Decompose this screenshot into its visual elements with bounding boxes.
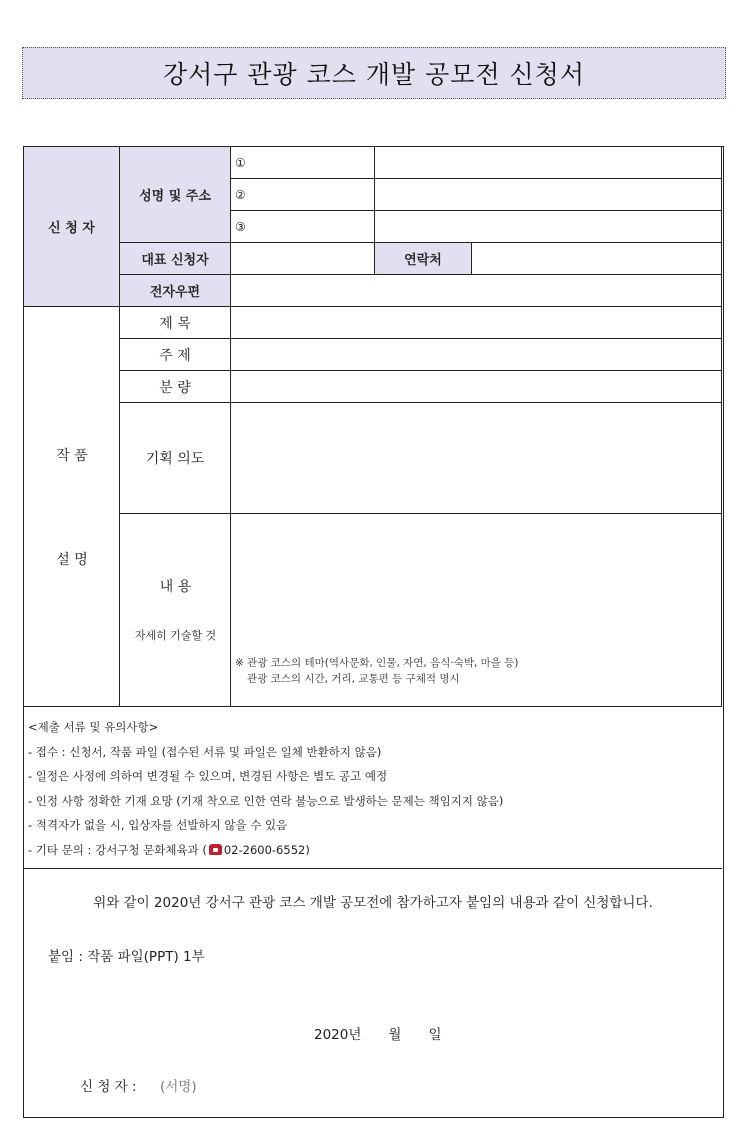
note-contact: - 기타 문의 : 강서구청 문화체육과 ( 02-2600-6552) xyxy=(28,842,310,857)
email-field[interactable] xyxy=(231,275,722,307)
notes-header: <제출 서류 및 유의사항> xyxy=(28,720,159,734)
content-note-1: ※ 관광 코스의 테마(역사문화, 인물, 자연, 음식·숙박, 마을 등) xyxy=(235,657,519,669)
title-field[interactable] xyxy=(231,307,722,339)
email-label: 전자우편 xyxy=(120,275,231,307)
date-line: 2020년 월 일 xyxy=(314,1027,442,1043)
applicant-row-1-field[interactable] xyxy=(375,147,722,179)
content-note-2: 관광 코스의 시간, 거리, 교통편 등 구체적 명시 xyxy=(247,673,460,685)
note-item: - 적격자가 없을 시, 입상자를 선발하지 않을 수 있음 xyxy=(28,818,288,832)
work-section-label: 작 품 설 명 xyxy=(24,307,120,707)
applicant-row-2-field[interactable] xyxy=(375,179,722,211)
intent-label: 기획 의도 xyxy=(120,403,231,514)
applicant-row-3-label: ③ xyxy=(231,211,375,243)
applicant-row-2-label: ② xyxy=(231,179,375,211)
applicant-row-3-field[interactable] xyxy=(375,211,722,243)
representative-label: 대표 신청자 xyxy=(120,243,231,275)
declaration-statement: 위와 같이 2020년 강서구 관광 코스 개발 공모전에 참가하고자 붙임의 내용과 같이 신청합니다. xyxy=(93,895,653,911)
contact-label: 연락처 xyxy=(375,243,472,275)
telephone-icon xyxy=(209,844,222,855)
signature-field[interactable]: (서명) xyxy=(160,1079,197,1095)
contact-field[interactable] xyxy=(472,243,722,275)
signer-label: 신 청 자 : xyxy=(80,1079,137,1095)
application-form xyxy=(23,146,724,1118)
form-title: 강서구 관광 코스 개발 공모전 신청서 xyxy=(22,47,726,99)
content-field[interactable] xyxy=(231,514,722,707)
note-item: - 일정은 사정에 의하여 변경될 수 있으며, 변경된 사항은 별도 공고 예정 xyxy=(28,769,388,783)
note-item: - 접수 : 신청서, 작품 파일 (접수된 서류 및 파일은 일체 반환하지 않음) xyxy=(28,744,382,759)
submission-notes xyxy=(24,707,722,869)
length-label: 분 량 xyxy=(120,371,231,403)
attachment-line: 붙임 : 작품 파일(PPT) 1부 xyxy=(48,949,205,965)
applicant-row-1-label: ① xyxy=(231,147,375,179)
applicant-section-label: 신 청 자 xyxy=(24,147,120,307)
length-field[interactable] xyxy=(231,371,722,403)
representative-field[interactable] xyxy=(231,243,375,275)
theme-field[interactable] xyxy=(231,339,722,371)
title-label: 제 목 xyxy=(120,307,231,339)
note-item: - 인정 사항 정확한 기재 요망 (기재 착오로 인한 연락 불능으로 발생하는 문제는 책임지지 않음) xyxy=(28,793,504,808)
content-label: 내 용 자세히 기술할 것 xyxy=(120,514,231,707)
name-address-label: 성명 및 주소 xyxy=(120,147,231,243)
theme-label: 주 제 xyxy=(120,339,231,371)
intent-field[interactable] xyxy=(231,403,722,514)
